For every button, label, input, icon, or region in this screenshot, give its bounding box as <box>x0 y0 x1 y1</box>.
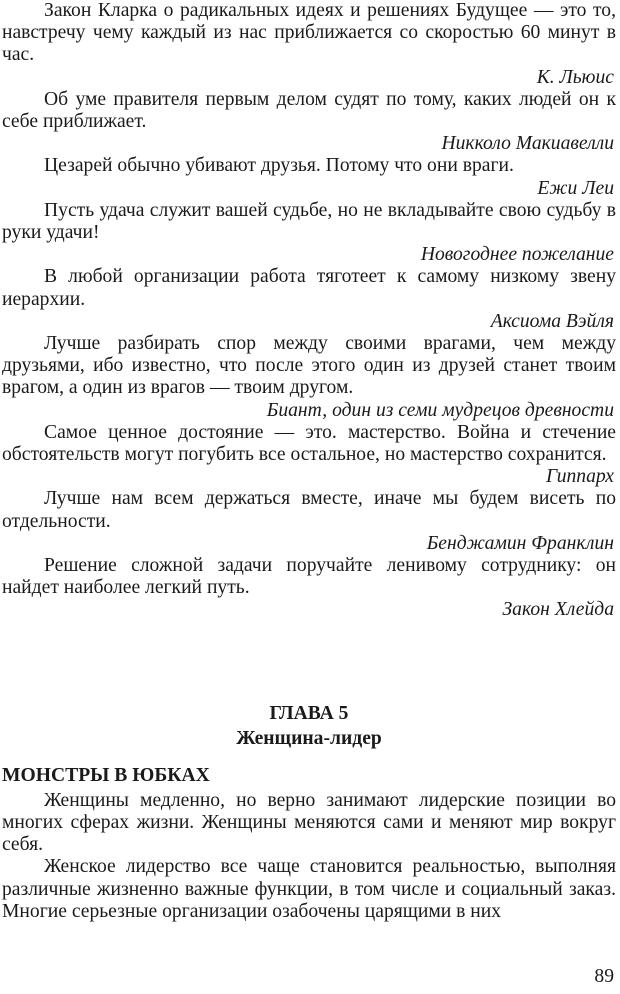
quote-text: Самое ценное достояние — это. мастерство. Война и стечение обстоятельств могут погубить все остальное, но мастерство сохранится. <box>2 421 616 466</box>
chapter-title: Женщина-лидер <box>236 727 382 749</box>
quote-text: Решение сложной задачи поручайте ленивому сотруднику: он найдет наиболее легкий путь. <box>2 555 616 599</box>
quote-text: Пусть удача служит вашей судьбе, но не вкладывайте свою судьбу в руки удачи! <box>2 199 616 244</box>
quote-author: Никколо Макиавелли <box>441 133 614 155</box>
body-paragraph: Женское лидерство все чаще становится реальностью, выполняя различные жизненно важные функции, в том числе и социальный заказ. Многие серьезные организации озабочены царящими в них <box>2 856 616 922</box>
quote-author: Аксиома Вэйля <box>490 310 614 332</box>
quote-author: Ежи Леи <box>537 177 614 199</box>
chapter-number: ГЛАВА 5 <box>269 702 349 724</box>
quote-text: В любой организации работа тяготеет к самому низкому звену иерархии. <box>2 266 616 310</box>
quote-text: Лучше нам всем держаться вместе, иначе мы будем висеть по отдельности. <box>2 488 616 532</box>
quote-author: К. Льюис <box>536 66 614 88</box>
quote-author: Бенджамин Франклин <box>426 532 614 554</box>
chapter-spacer <box>2 622 616 702</box>
page-number: 89 <box>594 966 614 987</box>
text-column <box>2 0 616 923</box>
quote-author: Закон Хлейда <box>502 599 614 621</box>
quote-text: Закон Кларка о радикальных идеях и решениях Будущее — это то, навстречу чему каждый из нас приближается со скоростью 60 минут в час. <box>2 0 616 66</box>
quote-text: Об уме правителя первым делом судят по тому, каких людей он к себе приближает. <box>2 88 616 133</box>
quote-author: Гиппарх <box>545 466 614 488</box>
body-paragraph: Женщины медленно, но верно занимают лидерские позиции во многих сферах жизни. Женщины меняются сами и меняют мир вокруг себя. <box>2 789 616 856</box>
quote-author: Биант, один из семи мудрецов древности <box>266 399 614 421</box>
quote-text: Цезарей обычно убивают друзья. Потому что они враги. <box>44 155 514 177</box>
section-heading: МОНСТРЫ В ЮБКАХ <box>2 764 210 786</box>
quote-text: Лучше разбирать спор между своими врагами, чем между друзьями, ибо известно, что после этого один из друзей станет твоим врагом, а один из врагов — твоим другом. <box>2 333 616 399</box>
quote-author: Новогоднее пожелание <box>420 244 614 266</box>
